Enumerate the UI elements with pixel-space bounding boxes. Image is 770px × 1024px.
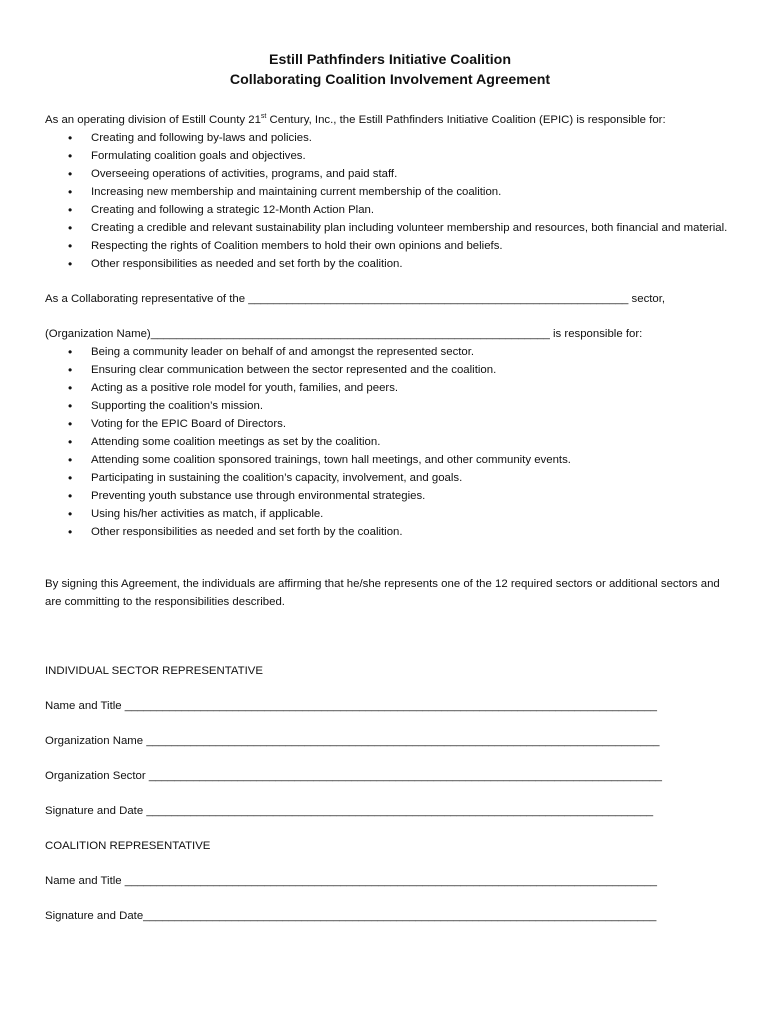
list-item: • Attending some coalition sponsored trainings, town hall meetings, and other community events. [68,452,571,467]
sector-line-prefix: As a Collaborating representative of the [45,292,249,305]
bullet-icon: • [68,148,73,163]
individual-organization-row [45,732,735,750]
list-item: • Overseeing operations of activities, programs, and paid staff. [68,166,398,181]
coalition-signature-row [45,907,735,925]
representative-responsibilities-list [45,343,735,541]
list-item: • Acting as a positive role model for youth, families, and peers. [68,380,399,395]
field-label: Organization Sector [45,769,149,782]
bullet-icon: • [68,184,73,199]
list-item: • Other responsibilities as needed and set forth by the coalition. [68,256,403,271]
bullet-icon: • [68,166,73,181]
intro-superscript: st [260,113,267,120]
list-item: • Other responsibilities as needed and set forth by the coalition. [68,524,403,539]
field-label: Name and Title [45,699,125,712]
org-line-prefix: (Organization Name) [45,327,151,340]
field-label: Organization Name [45,734,147,747]
closing-paragraph: By signing this Agreement, the individuals are affirming that he/she represents one of the 12 required sectors or additional sectors and are committing to the responsibilities described. [45,577,720,608]
signature-date-input[interactable]: ________________________________________________________________________________ [146,804,654,817]
organization-sector-input[interactable]: _________________________________________________________________________________ [148,769,662,782]
name-title-input[interactable]: ____________________________________________________________________________________ [124,699,657,712]
intro-paragraph [45,108,735,129]
bullet-icon: • [68,238,73,253]
coalition-section-heading: COALITION REPRESENTATIVE [45,839,211,852]
list-item: • Increasing new membership and maintaining current membership of the coalition. [68,184,502,199]
bullet-icon: • [68,506,73,521]
sector-line-suffix: sector, [628,292,666,305]
bullet-icon: • [68,380,73,395]
list-item: • Preventing youth substance use through environmental strategies. [68,488,426,503]
list-item: • Attending some coalition meetings as set by the coalition. [68,434,381,449]
intro-text-end: Century, Inc., the Estill Pathfinders Initiative Coalition (EPIC) is responsible for: [266,113,666,126]
bullet-icon: • [68,344,73,359]
list-item: • Formulating coalition goals and objectives. [68,148,306,163]
list-item: • Ensuring clear communication between the sector represented and the coalition. [68,362,497,377]
field-label: Signature and Date [45,909,144,922]
field-label: Signature and Date [45,804,147,817]
bullet-icon: • [68,362,73,377]
individual-sector-row [45,767,735,785]
bullet-icon: • [68,398,73,413]
bullet-icon: • [68,256,73,271]
list-item: • Creating and following by-laws and policies. [68,130,312,145]
individual-section-heading: INDIVIDUAL SECTOR REPRESENTATIVE [45,664,263,677]
document-subtitle: Collaborating Coalition Involvement Agreement [229,72,551,88]
bullet-icon: • [68,416,73,431]
list-item: • Voting for the EPIC Board of Directors. [68,416,286,431]
sector-line [45,290,735,308]
coalition-name-title-input[interactable]: ____________________________________________________________________________________ [124,874,657,887]
bullet-icon: • [68,220,73,235]
coalition-signature-date-input[interactable]: _________________________________________________________________________________ [143,909,657,922]
bullet-icon: • [68,488,73,503]
field-label: Name and Title [45,874,125,887]
org-line-suffix: is responsible for: [549,327,643,340]
list-item: • Participating in sustaining the coalition’s capacity, involvement, and goals. [68,470,463,485]
document-title: Estill Pathfinders Initiative Coalition [268,52,511,68]
organization-blank-field[interactable]: _______________________________________________________________ [150,327,550,340]
bullet-icon: • [68,452,73,467]
bullet-icon: • [68,524,73,539]
list-item: • Being a community leader on behalf of and amongst the represented sector. [68,344,475,359]
agreement-page [45,50,735,925]
coalition-responsibilities-list [45,129,735,273]
list-item: • Creating and following a strategic 12-Month Action Plan. [68,202,375,217]
list-item: • Using his/her activities as match, if applicable. [68,506,324,521]
coalition-name-title-row [45,872,735,890]
individual-signature-row [45,802,735,820]
organization-line [45,325,735,343]
list-item: • Supporting the coalition’s mission. [68,398,264,413]
individual-name-title-row [45,697,735,715]
bullet-icon: • [68,202,73,217]
bullet-icon: • [68,434,73,449]
list-item: • Respecting the rights of Coalition members to hold their own opinions and beliefs. [68,238,503,253]
bullet-icon: • [68,130,73,145]
list-item: • Creating a credible and relevant sustainability plan including volunteer membership and resources, both financial and material. [68,220,728,235]
intro-text-start: As an operating division of Estill County 21 [45,113,261,126]
organization-name-input[interactable]: _________________________________________________________________________________ [146,734,660,747]
sector-blank-field[interactable]: ____________________________________________________________ [248,292,629,305]
bullet-icon: • [68,470,73,485]
